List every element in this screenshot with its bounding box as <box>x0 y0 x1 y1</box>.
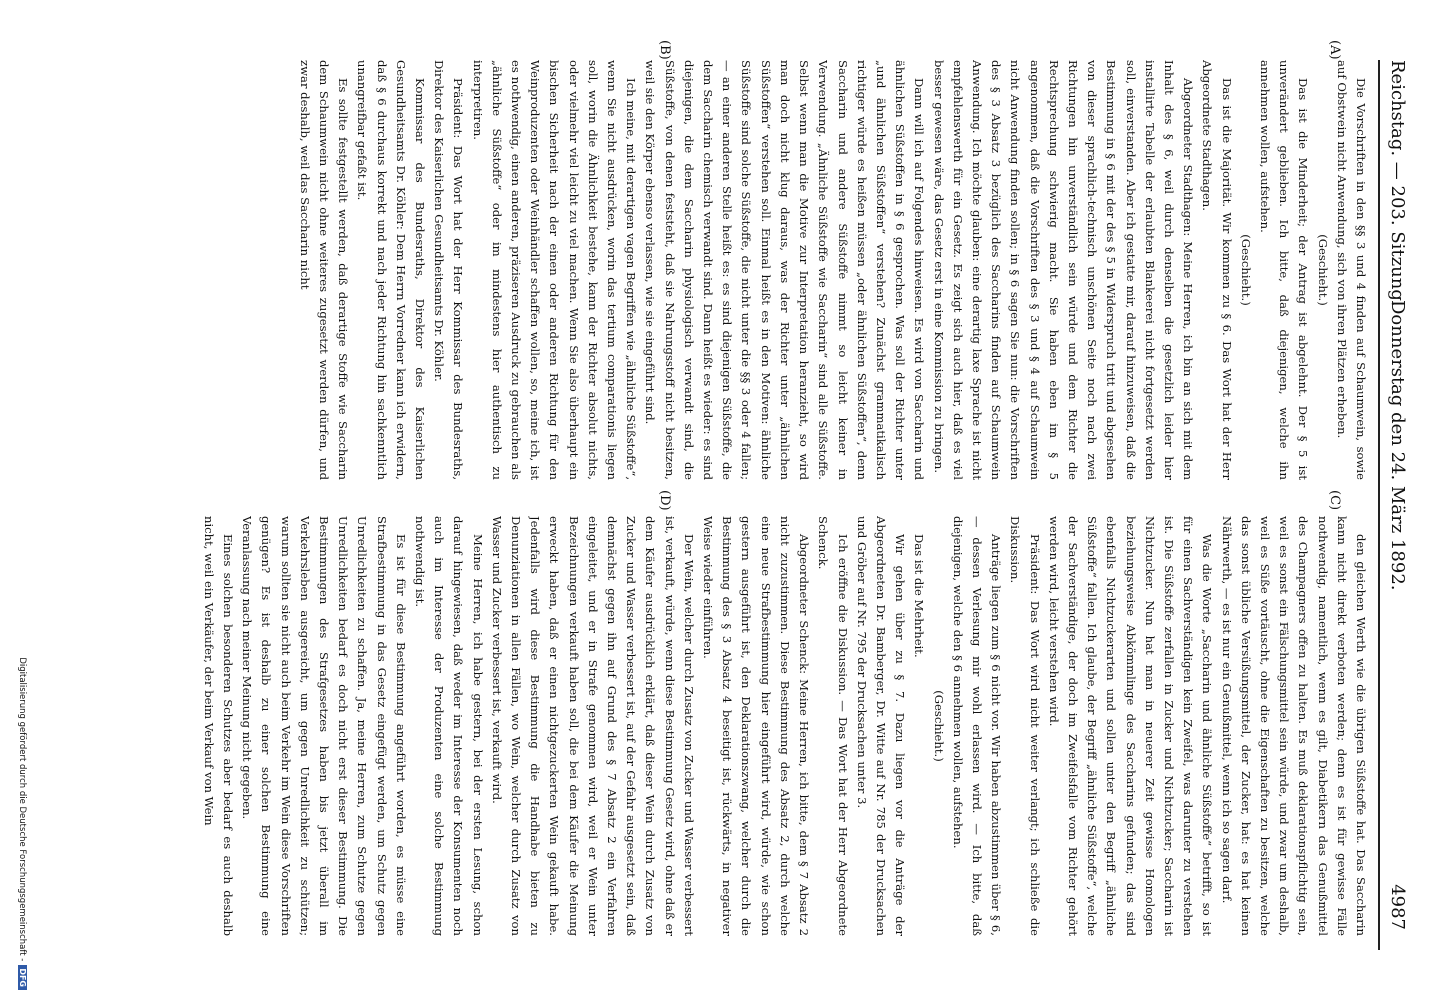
marker-c: (C) <box>1327 490 1342 511</box>
paragraph: Der Wein, welcher durch Zusatz von Zucker und Wasser verbessert ist, verkauft, würde, wenn diese Bestimmung Gesetz wird, ohne daß er dem Käufer ausdrücklich erklärt, daß dieser Wein durch Zusatz von Zucker und Wasser verbessert ist, auf der Gefahr ausgesetzt sein, daß demnächst gegen ihn auf Grund des § 7 Absatz 2 ein Verfahren eingeleitet, und er in Strafe genommen wird, weil er Wein unter Bezeichnungen verkauft haben soll, die bei dem Käufer die Meinung erweckt haben, daß er einen nichtgezuckerten Wein gekauft habe. Jedenfalls wird diese Bestimmung die Handhabe bieten zu Denunziationen in allen Fällen, wo Wein, welcher durch Zusatz von Wasser und Zucker verbessert ist, verkauft wird. <box>489 516 696 936</box>
header-page-number: 4987 <box>1387 884 1408 930</box>
paragraph: Die Vorschriften in den §§ 3 und 4 finden auf Schaumwein, sowie auf Obstwein nicht Anwendung, sich von ihren Plätzen erheben. <box>1334 60 1368 480</box>
paragraph: Anträge liegen zum § 6 nicht vor. Wir haben abzustimmen über § 6, — dessen Verlesung mir wohl erlassen wird. — Ich bitte, daß diejenigen, welche den § 6 annehmen wollen, aufstehen. <box>950 516 1004 936</box>
paragraph: Abgeordneter Schenck: Meine Herren, ich bitte, dem § 7 Absatz 2 nicht zuzustimmen. Diese Bestimmung des Absatz 2, durch welche eine neue Strafbestimmung hier eingeführt wird, würde, wie schon gestern ausgeführt ist, den Deklarationszwang, welcher durch die Bestimmung des § 3 Absatz 4 beseitigt ist, rückwärts, in negativer Weise wieder einführen. <box>701 516 812 936</box>
header-session: Reichstag. — 203. Sitzung. <box>1387 60 1408 307</box>
paragraph: Das ist die Majorität. Wir kommen zu § 6. Das Wort hat der Herr Abgeordnete Stadthagen. <box>1200 60 1234 480</box>
paragraph: Kommissar des Bundesraths, Direktor des Kaiserlichen Gesundheitsamts Dr. Köhler: Dem Herrn Vorredner kann ich erwidern, daß § 6 durchaus korrekt und nach jeder Richtung hin sachkenntlich unangreifbar gefaßt ist. <box>355 60 428 480</box>
paragraph: Das ist die Minderheit; der Antrag ist abgelehnt. Der § 5 ist unverändert geblieben. Ich bitte, daß diejenigen, welche ihn annehmen wollen, aufstehen. <box>1257 60 1311 480</box>
paragraph: Das ist die Mehrheit. <box>912 534 927 658</box>
marker-b: (B) <box>657 40 672 60</box>
paragraph: (Geschieht.) <box>1315 234 1330 306</box>
left-column <box>20 60 1370 480</box>
paragraph: Dann will ich auf Folgendes hinweisen. Es wird von Saccharin und ähnlichen Süßstoffen in § 6 gesprochen. Was soll der Richter unter „und ähnlichen Süßstoffen“ verstehen? Zunächst grammatikalisch richtiger würde es heißen müssen „oder ähnlichen Süßstoffen“, denn Saccharin und andere Süßstoffe nimmt so leicht keiner in Verwendung. „Ähnliche Süßstoffe wie Saccharin“ sind alle Süßstoffe. Selbst wenn man die Motive zur Interpretation heranzieht, so wird man doch nicht klug daraus, was der Richter unter „ähnlichen Süßstoffen“ verstehen soll. Einmal heißt es in den Motiven: ähnliche Süßstoffe sind solche Süßstoffe, die nicht unter die §§ 3 oder 4 fallen; — an einer anderen Stelle heißt es: es sind diejenigen Süßstoffe, die dem Saccharin chemisch verwandt sind. Dann heißt es wieder: es sind diejenigen, die dem Saccharin physiologisch verwandt sind, die Süßstoffe, von denen feststeht, daß sie Nahrungsstoff nicht besitzen, weil sie den Körper ebenso verlassen, wie sie eingeführt sind. <box>643 60 927 480</box>
page-header <box>1378 60 1418 930</box>
paragraph: Meine Herren, ich habe gestern, bei der ersten Lesung, schon darauf hingewiesen, daß weder im Interesse der Konsumenten noch auch im Interesse der Produzenten eine solche Bestimmung nothwendig ist. <box>413 516 485 936</box>
paragraph: (Geschieht.) <box>1238 234 1253 306</box>
marker-d: (D) <box>657 490 672 511</box>
credit-text: Digitalisierung gefördert durch die Deutsche Forschungsgemeinschaft - <box>17 657 27 962</box>
paragraph: (Geschieht.) <box>931 690 946 762</box>
paragraph: Abgeordneter Stadthagen: Meine Herren, ich bin an sich mit dem Inhalt des § 6, weil durch denselben die gesetzlich leider hier installirte Tabelle der erlaubten Blankeerei nicht fortgesetzt werden soll, einverstanden. Aber ich gestatte mir, darauf hinzuweisen, daß die Bestimmung in § 6 mit der des § 5 in Widerspruch tritt und abgesehen von dieser sprachlich-technisch unschönen Seite noch nach zwei Richtungen hin unverständlich sein würde und dem Richter die Rechtsprechung schwierig macht. Sie haben eben im § 5 angenommen, daß die Vorschriften des § 3 und § 4 auf Schaumwein nicht Anwendung finden sollen; in § 6 sagen Sie nun: die Vorschriften des § 3 Absatz 3 bezüglich des Saccharins finden auf Schaumwein Anwendung. Ich möchte glauben: eine derartig laxe Sprache ist nicht empfehlenswerth für ein Gesetz. Es zeigt sich auch hier, daß es viel besser gewesen wäre, das Gesetz erst in eine Kommission zu bringen. <box>931 60 1196 480</box>
digitization-credit <box>17 500 27 990</box>
paragraph: Präsident: Das Wort wird nicht weiter verlangt; ich schließe die Diskussion. <box>1008 516 1042 936</box>
header-rule <box>1378 60 1380 950</box>
paragraph: den gleichen Werth wie die übrigen Süßstoffe hat. Das Saccharin kann nicht direkt verboten werden; denn es ist für gewisse Fälle nothwendig, namentlich, wenn es gilt, Diabetikern das Genußmittel des Champagners offen zu halten. Es muß deklarationspflichtig sein, weil es sonst ein Fälschungsmittel sein würde, und zwar um deshalb, weil es Süße vortäuscht, ohne die Eigenschaften zu besitzen, welche das sonst übliche Versüßungsmittel, der Zucker, hat: es hat keinen Nährwerth, — es ist nur ein Genußmittel, wenn ich so sagen darf. <box>1219 516 1368 936</box>
paragraph: Ich eröffne die Diskussion. — Das Wort hat der Herr Abgeordnete Schenck. <box>816 516 850 936</box>
header-date: Donnerstag den 24. März 1892. <box>1387 300 1408 591</box>
marker-a: (A) <box>1327 40 1342 60</box>
paragraph: Wir gehen über zu § 7. Dazu liegen vor die Anträge der Abgeordneten Dr. Bamberger, Dr. Witte auf Nr. 785 der Drucksachen und Gröber auf Nr. 795 der Drucksachen unter 3. <box>854 516 908 936</box>
dfg-logo: DFG <box>18 965 27 990</box>
paragraph: Was die Worte „Saccharin und ähnliche Süßstoffe“ betrifft, so ist für einen Sachverständigen kein Zweifel, was darunter zu verstehen ist. Die Süßstoffe zerfallen in Zucker und Nichtzucker; Saccharin ist Nichtzucker. Nun hat man in neuerer Zeit gewisse Homologen beziehungsweise Abkömmlinge des Saccharins gefunden; das sind ebenfalls Nichtzuckerarten und sollen unter den Begriff „ähnliche Süßstoffe“ fallen. Ich glaube, der Begriff „ähnliche Süßstoffe“, welche der Sachverständige, der doch im Zweifelsfalle vom Richter gehört werden wird, leicht verstehen wird. <box>1046 516 1215 936</box>
right-column <box>20 516 1370 936</box>
paragraph: Ich meine, mit derartigen vagen Begriffen wie „ähnliche Süßstoffe“, wenn Sie nicht ausdrücken, worin das tertium comparationis liegen soll, worin die Ähnlichkeit bestehe, kann der Richter absolut nichts, oder vielmehr viel leicht zu viel machen. Wenn Sie also überhaupt ein bischen Sicherheit nach der einen oder anderen Richtung für den Weinproduzenten oder Weinhändler schaffen wollen, so, meine ich, ist es nothwendig, einen anderen, präziseren Ausdruck zu gebrauchen als „ähnliche Süßstoffe“ oder im mindestens hier authentisch zu interpretiren. <box>470 60 639 480</box>
paragraph: Eines solchen besonderen Schutzes aber bedarf es auch deshalb nicht, weil ein Verkäufer, der beim Verkauf von Wein <box>201 516 236 936</box>
paragraph: Präsident: Das Wort hat der Herr Kommissar des Bundesraths, Direktor des Kaiserlichen Gesundheitsamts Dr. Köhler. <box>432 60 466 480</box>
paragraph: Es ist für diese Bestimmung angeführt worden, es müsse eine Strafbestimmung in das Gesetz eingefügt werden, um Schutz gegen Unredlichkeiten zu schaffen. Ja, meine Herren, zum Schutze gegen Unredlichkeiten bedarf es doch nicht erst dieser Bestimmung. Die Bestimmungen des Strafgesetzes haben bis jetzt überall im Verkehrsleben ausgereicht, um gegen Unredlichkeit zu schützen; warum sollten sie nicht auch beim Verkehr im Wein diese Vorschriften genügen? Es ist deshalb zu einer solchen Bestimmung eine Veranlassung nach meiner Meinung nicht gegeben. <box>240 516 408 936</box>
paragraph: Es sollte festgestellt werden, daß derartige Stoffe wie Saccharin dem Schaumwein nicht ohne weiteres zugesetzt werden dürfen, und zwar deshalb, weil das Saccharin nicht <box>297 60 351 480</box>
